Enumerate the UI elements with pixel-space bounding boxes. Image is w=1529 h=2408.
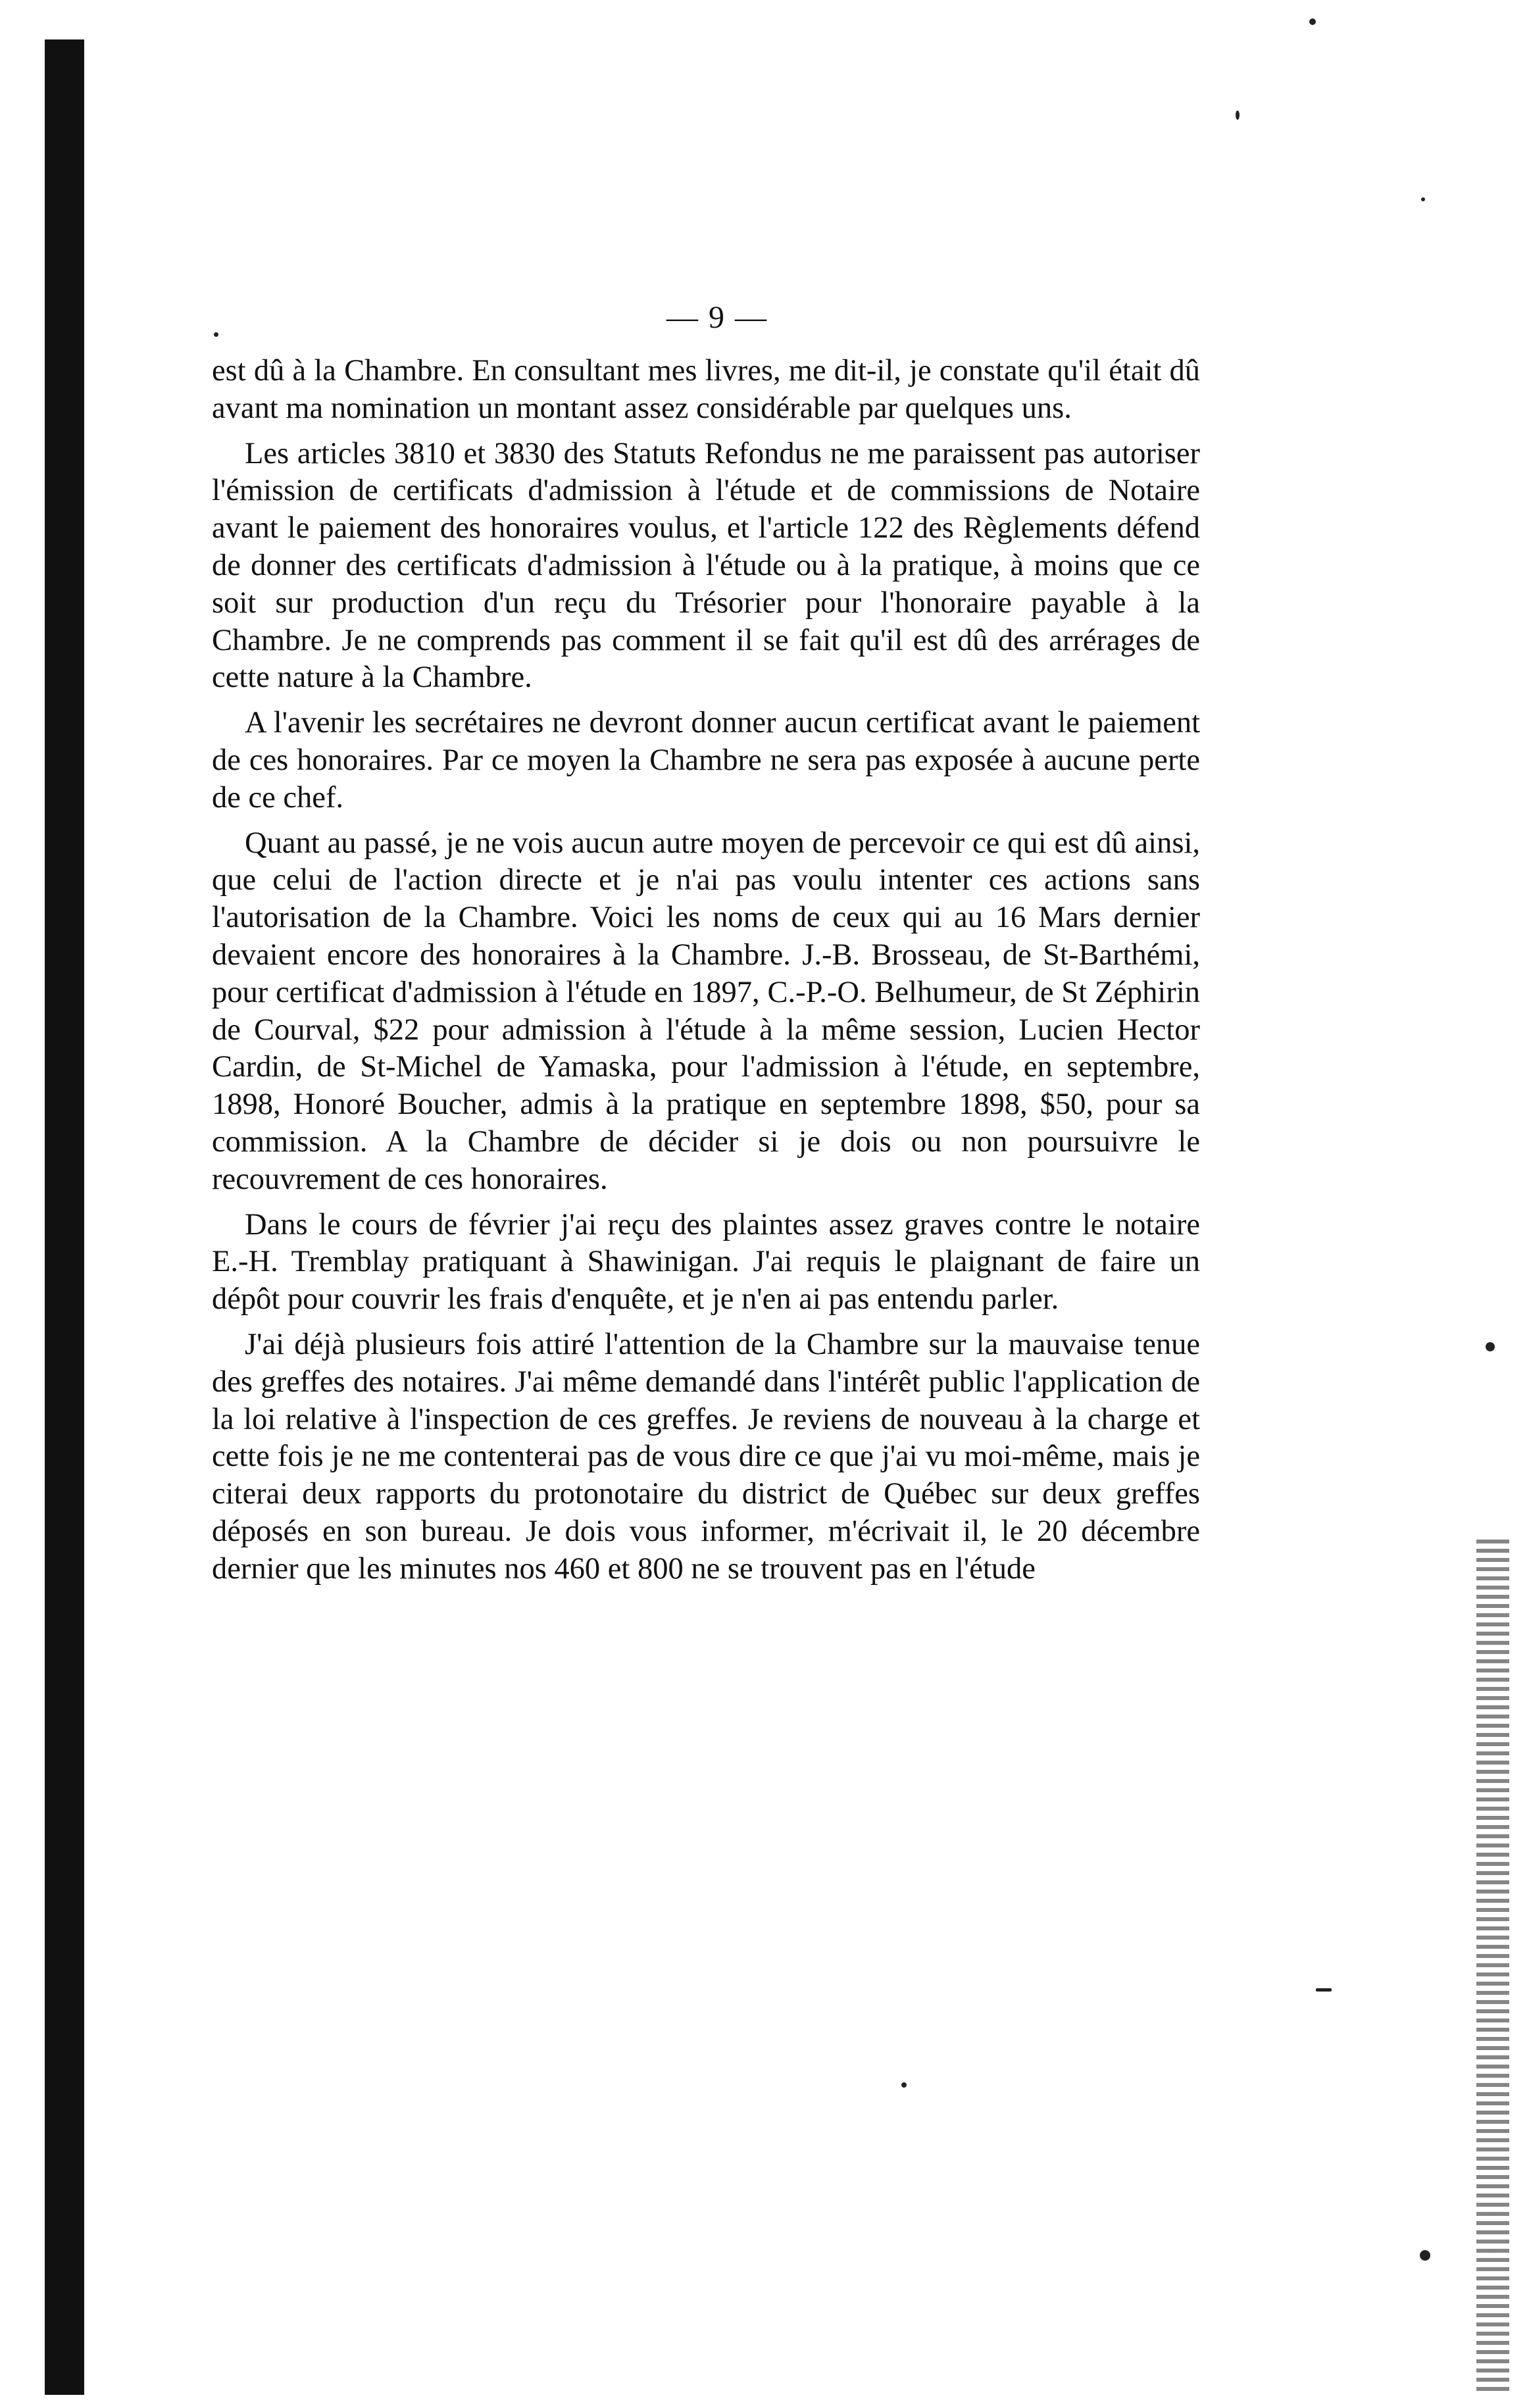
scan-speck	[1421, 197, 1425, 201]
page-number: — 9 —	[666, 300, 768, 335]
paragraph: est dû à la Chambre. En consultant mes livres, me dit-il, je constate qu'il était dû avant ma nomination un montant assez considérable par quelques uns.	[212, 354, 1200, 425]
body-text	[212, 353, 1200, 1588]
scan-speck	[1316, 1988, 1332, 1992]
scan-speck	[1420, 2250, 1430, 2261]
scan-speck	[901, 2082, 907, 2088]
paragraph: Quant au passé, je ne vois aucun autre moyen de percevoir ce qui est dû ainsi, que celui de l'action directe et je n'ai pas voulu intenter ces actions sans l'autorisation de la Chambre. Voici les noms de ceux qui au 16 Mars dernier devaient encore des honoraires à la Chambre. J.-B. Brosseau, de St-Barthémi, pour certificat d'admission à l'étude en 1897, C.-P.-O. Belhumeur, de St Zéphirin de Courval, $22 pour admission à l'étude à la même session, Lucien Hector Cardin, de St-Michel de Yamaska, pour l'admission à l'étude, en septembre, 1898, Honoré Boucher, admis à la pratique en septembre 1898, $50, pour sa commission. A la Chambre de décider si je dois ou non poursuivre le recouvrement de ces honoraires.	[212, 826, 1200, 1196]
page-binding-edge	[45, 39, 84, 2395]
scan-speck	[1309, 18, 1316, 25]
paragraph: Dans le cours de février j'ai reçu des plaintes assez graves contre le notaire E.-H. Tremblay pratiquant à Shawinigan. J'ai requis le plaignant de faire un dépôt pour couvrir les frais d'enquête, et je n'en ai pas entendu parler.	[212, 1207, 1200, 1317]
scan-speck	[1236, 111, 1240, 120]
paragraph: J'ai déjà plusieurs fois attiré l'attention de la Chambre sur la mauvaise tenue des greffes des notaires. J'ai même demandé dans l'intérêt public l'application de la loi relative à l'inspection de ces greffes. Je reviens de nouveau à la charge et cette fois je ne me contenterai pas de vous dire ce que j'ai vu moi-même, mais je citerai deux rapports du protonotaire du district de Québec sur deux greffes déposés en son bureau. Je dois vous informer, m'écrivait il, le 20 décembre dernier que les minutes nos 460 et 800 ne se trouvent pas en l'étude	[212, 1327, 1200, 1586]
paragraph: Les articles 3810 et 3830 des Statuts Refondus ne me paraissent pas autoriser l'émission de certificats d'admission à l'étude et de commissions de Notaire avant le paiement des honoraires voulus, et l'article 122 des Règlements défend de donner des certificats d'admission à l'étude ou à la pratique, à moins que ce soit sur production d'un reçu du Trésorier pour l'honoraire payable à la Chambre. Je ne comprends pas comment il se fait qu'il est dû des arrérages de cette nature à la Chambre.	[212, 436, 1200, 695]
page-edge-shadow	[1476, 1540, 1509, 2395]
scan-speck	[214, 332, 218, 337]
scan-speck	[1486, 1342, 1495, 1351]
paragraph: A l'avenir les secrétaires ne devront donner aucun certificat avant le paiement de ces honoraires. Par ce moyen la Chambre ne sera pas exposée à aucune perte de ce chef.	[212, 706, 1200, 815]
